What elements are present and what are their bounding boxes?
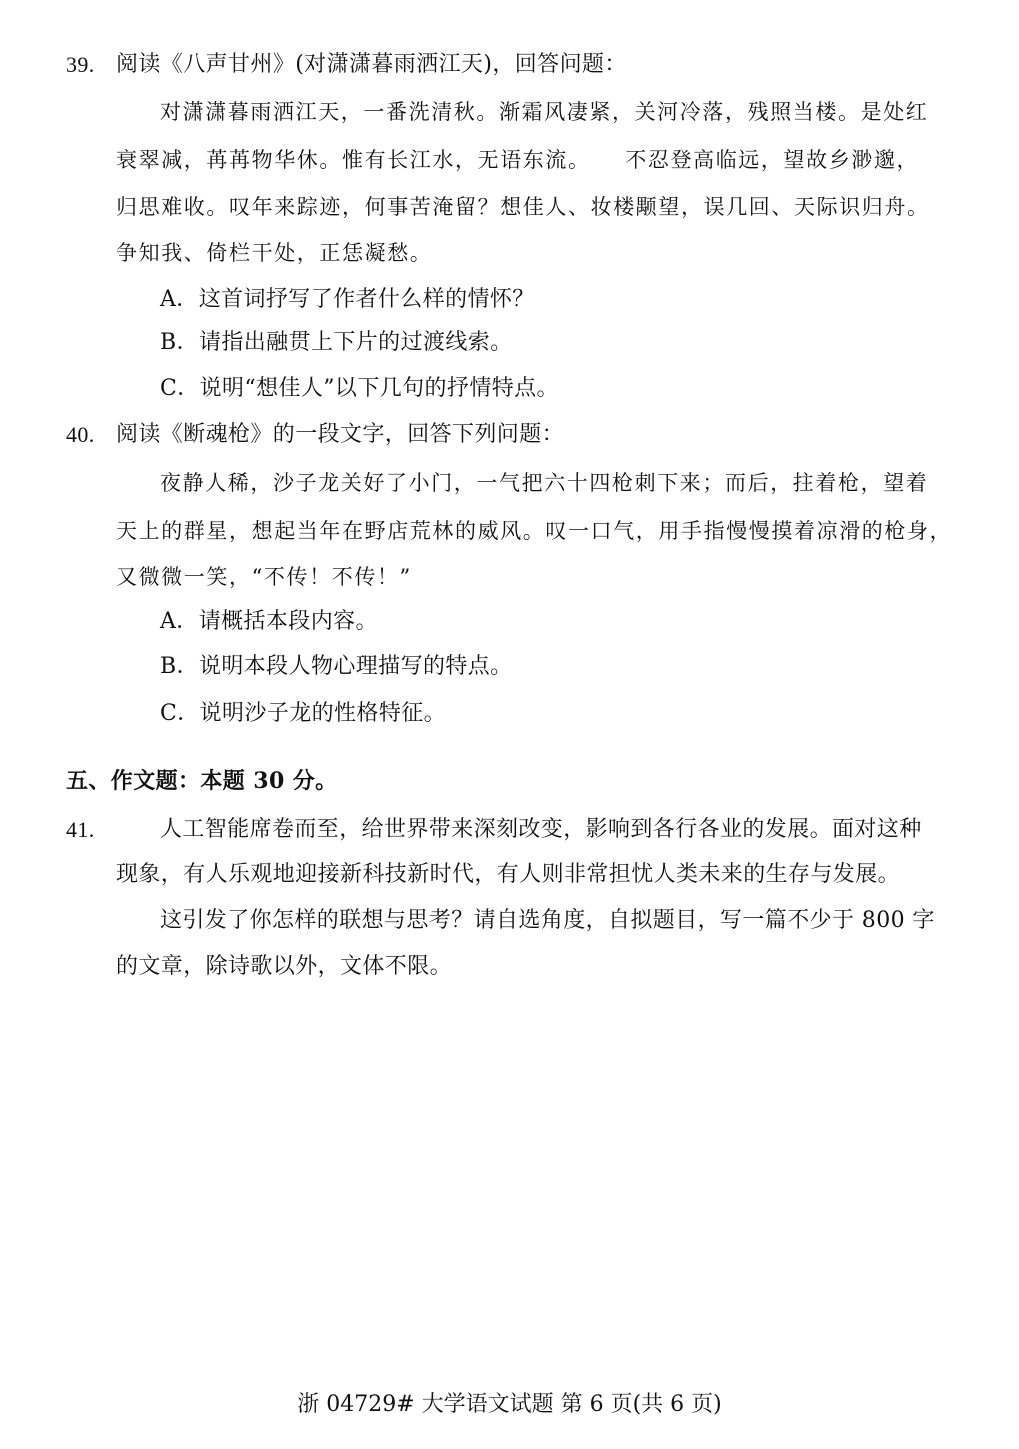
question-39-passage-line: 对潇潇暮雨洒江天，一番洗清秋。渐霜风凄紧，关河冷落，残照当楼。是处红 <box>160 100 929 124</box>
question-39-passage-line: 争知我、倚栏干处，正恁凝愁。 <box>116 241 433 265</box>
question-40-option-b: B．说明本段人物心理描写的特点。 <box>160 654 513 679</box>
question-41-line: 现象，有人乐观地迎接新科技新时代，有人则非常担忧人类未来的生存与发展。 <box>116 862 901 887</box>
question-40-passage-line: 天上的群星，想起当年在野店荒林的威风。叹一口气，用手指慢慢摸着凉滑的枪身， <box>116 519 953 543</box>
question-40-prompt: 阅读《断魂枪》的一段文字，回答下列问题： <box>116 422 565 447</box>
page-footer: 浙 04729# 大学语文试题 第 6 页(共 6 页) <box>297 1392 722 1417</box>
question-39-number: 39. <box>66 52 95 77</box>
question-39-passage-line: 归思难收。叹年来踪迹，何事苦淹留？想佳人、妆楼颙望，误几回、天际识归舟。 <box>116 195 930 219</box>
question-41-number: 41. <box>66 817 95 842</box>
question-41-line: 的文章，除诗歌以外，文体不限。 <box>116 954 453 979</box>
question-39-option-a: A．这首词抒写了作者什么样的情怀？ <box>160 287 535 312</box>
question-39-option-c: C．说明“想佳人”以下几句的抒情特点。 <box>160 376 559 401</box>
question-39-passage-line: 衰翠减，苒苒物华休。惟有长江水，无语东流。 不忍登高临远，望故乡渺邈， <box>116 148 920 172</box>
question-39-option-b: B．请指出融贯上下片的过渡线索。 <box>160 330 513 355</box>
question-40-number: 40. <box>66 422 95 447</box>
question-40-option-a: A．请概括本段内容。 <box>160 609 378 634</box>
question-40-option-c: C．说明沙子龙的性格特征。 <box>160 701 447 726</box>
section-5-heading: 五、作文题：本题 30 分。 <box>66 768 338 794</box>
question-39-prompt: 阅读《八声甘州》(对潇潇暮雨洒江天)，回答问题： <box>116 52 627 77</box>
question-41-line: 这引发了你怎样的联想与思考？请自选角度，自拟题目，写一篇不少于 800 字 <box>160 908 935 933</box>
question-40-passage-line: 又微微一笑，“不传！不传！” <box>116 565 412 589</box>
question-41-line: 人工智能席卷而至，给世界带来深刻改变，影响到各行各业的发展。面对这种 <box>160 817 922 842</box>
question-40-passage-line: 夜静人稀，沙子龙关好了小门，一气把六十四枪刺下来；而后，拄着枪，望着 <box>160 471 929 495</box>
